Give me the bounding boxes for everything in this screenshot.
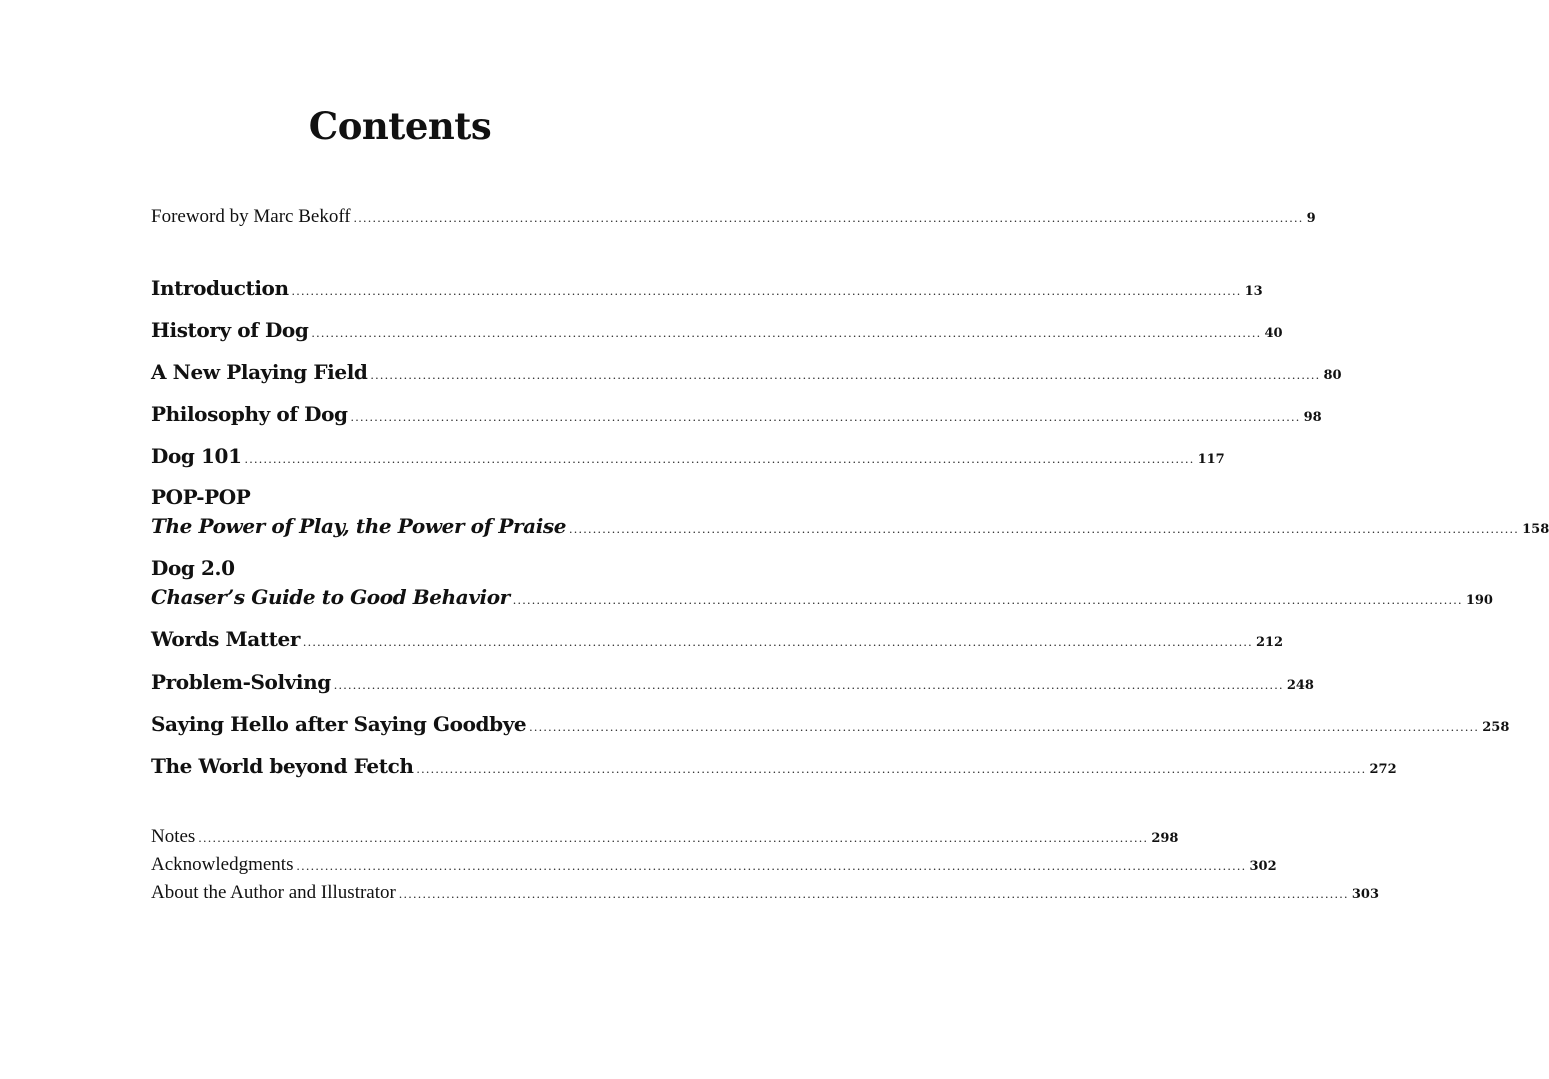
toc-entry-title-pop-pop[interactable]: POP-POP [151, 485, 251, 509]
dot-leader: ........................................................................................................................................................................................................ [370, 367, 1321, 382]
toc-entry-world-beyond-fetch[interactable] [151, 754, 1397, 778]
toc-entry-label: A New Playing Field [151, 360, 368, 384]
toc-entry-about-author[interactable] [151, 882, 1379, 904]
toc-page-number: 302 [1249, 859, 1277, 874]
dot-leader: ........................................................................................................................................................................................................ [353, 210, 1304, 225]
toc-page-number: 98 [1303, 410, 1322, 425]
toc-entry-a-new-playing-field[interactable] [151, 360, 1342, 384]
dot-leader: ........................................................................................................................................................................................................ [302, 634, 1253, 649]
dot-leader: ........................................................................................................................................................................................................ [244, 451, 1195, 466]
toc-entry-label: History of Dog [151, 318, 309, 342]
dot-leader: ........................................................................................................................................................................................................ [350, 409, 1301, 424]
toc-entry-notes[interactable] [151, 826, 1179, 848]
toc-page-number: 190 [1465, 593, 1493, 608]
toc-entry-history-of-dog[interactable] [151, 318, 1283, 342]
toc-page-number: 272 [1369, 762, 1397, 777]
toc-entry-subtitle: The Power of Play, the Power of Praise [151, 514, 567, 538]
toc-entry-acknowledgments[interactable] [151, 854, 1277, 876]
dot-leader: ........................................................................................................................................................................................................ [333, 677, 1284, 692]
toc-entry-dog-2[interactable] [151, 585, 1493, 609]
dot-leader: ........................................................................................................................................................................................................ [398, 886, 1349, 901]
dot-leader: ........................................................................................................................................................................................................ [529, 719, 1480, 734]
toc-page-number: 303 [1351, 887, 1379, 902]
toc-page-number: 13 [1244, 284, 1263, 299]
toc-entry-foreword[interactable] [151, 206, 1316, 228]
toc-entry-label: Introduction [151, 276, 289, 300]
toc-entry-label: Saying Hello after Saying Goodbye [151, 712, 527, 736]
toc-page-number: 9 [1306, 211, 1316, 226]
toc-entry-subtitle: Chaser’s Guide to Good Behavior [151, 585, 510, 609]
toc-page-number: 258 [1482, 720, 1510, 735]
toc-page-number: 117 [1197, 452, 1225, 467]
toc-entry-label: Dog 101 [151, 444, 242, 468]
toc-entry-label: About the Author and Illustrator [151, 882, 396, 903]
dot-leader: ........................................................................................................................................................................................................ [512, 592, 1463, 607]
dot-leader: ........................................................................................................................................................................................................ [296, 858, 1247, 873]
dot-leader: ........................................................................................................................................................................................................ [416, 761, 1367, 776]
page-title: Contents [308, 104, 492, 148]
toc-entry-label: Acknowledgments [151, 854, 294, 875]
toc-page-number: 158 [1522, 522, 1549, 537]
toc-entry-label: Philosophy of Dog [151, 402, 348, 426]
toc-entry-saying-hello[interactable] [151, 712, 1510, 736]
toc-entry-pop-pop[interactable] [151, 514, 1549, 538]
toc-entry-label: The World beyond Fetch [151, 754, 414, 778]
toc-page-number: 298 [1151, 831, 1179, 846]
toc-entry-title-dog-2[interactable]: Dog 2.0 [151, 556, 235, 580]
toc-page-number: 80 [1323, 368, 1342, 383]
toc-entry-introduction[interactable] [151, 276, 1263, 300]
dot-leader: ........................................................................................................................................................................................................ [291, 283, 1242, 298]
toc-entry-words-matter[interactable] [151, 627, 1284, 651]
toc-entry-problem-solving[interactable] [151, 670, 1314, 694]
dot-leader: ........................................................................................................................................................................................................ [569, 521, 1520, 536]
toc-entry-label: Foreword by Marc Bekoff [151, 206, 351, 227]
toc-page-number: 248 [1286, 678, 1314, 693]
dot-leader: ........................................................................................................................................................................................................ [198, 830, 1149, 845]
toc-page-number: 40 [1264, 326, 1283, 341]
toc-entry-label: Problem-Solving [151, 670, 331, 694]
toc-entry-philosophy-of-dog[interactable] [151, 402, 1322, 426]
toc-entry-dog-101[interactable] [151, 444, 1225, 468]
toc-entry-label: Words Matter [151, 627, 300, 651]
dot-leader: ........................................................................................................................................................................................................ [311, 325, 1262, 340]
toc-page-number: 212 [1255, 635, 1284, 650]
toc-entry-label: Notes [151, 826, 196, 847]
